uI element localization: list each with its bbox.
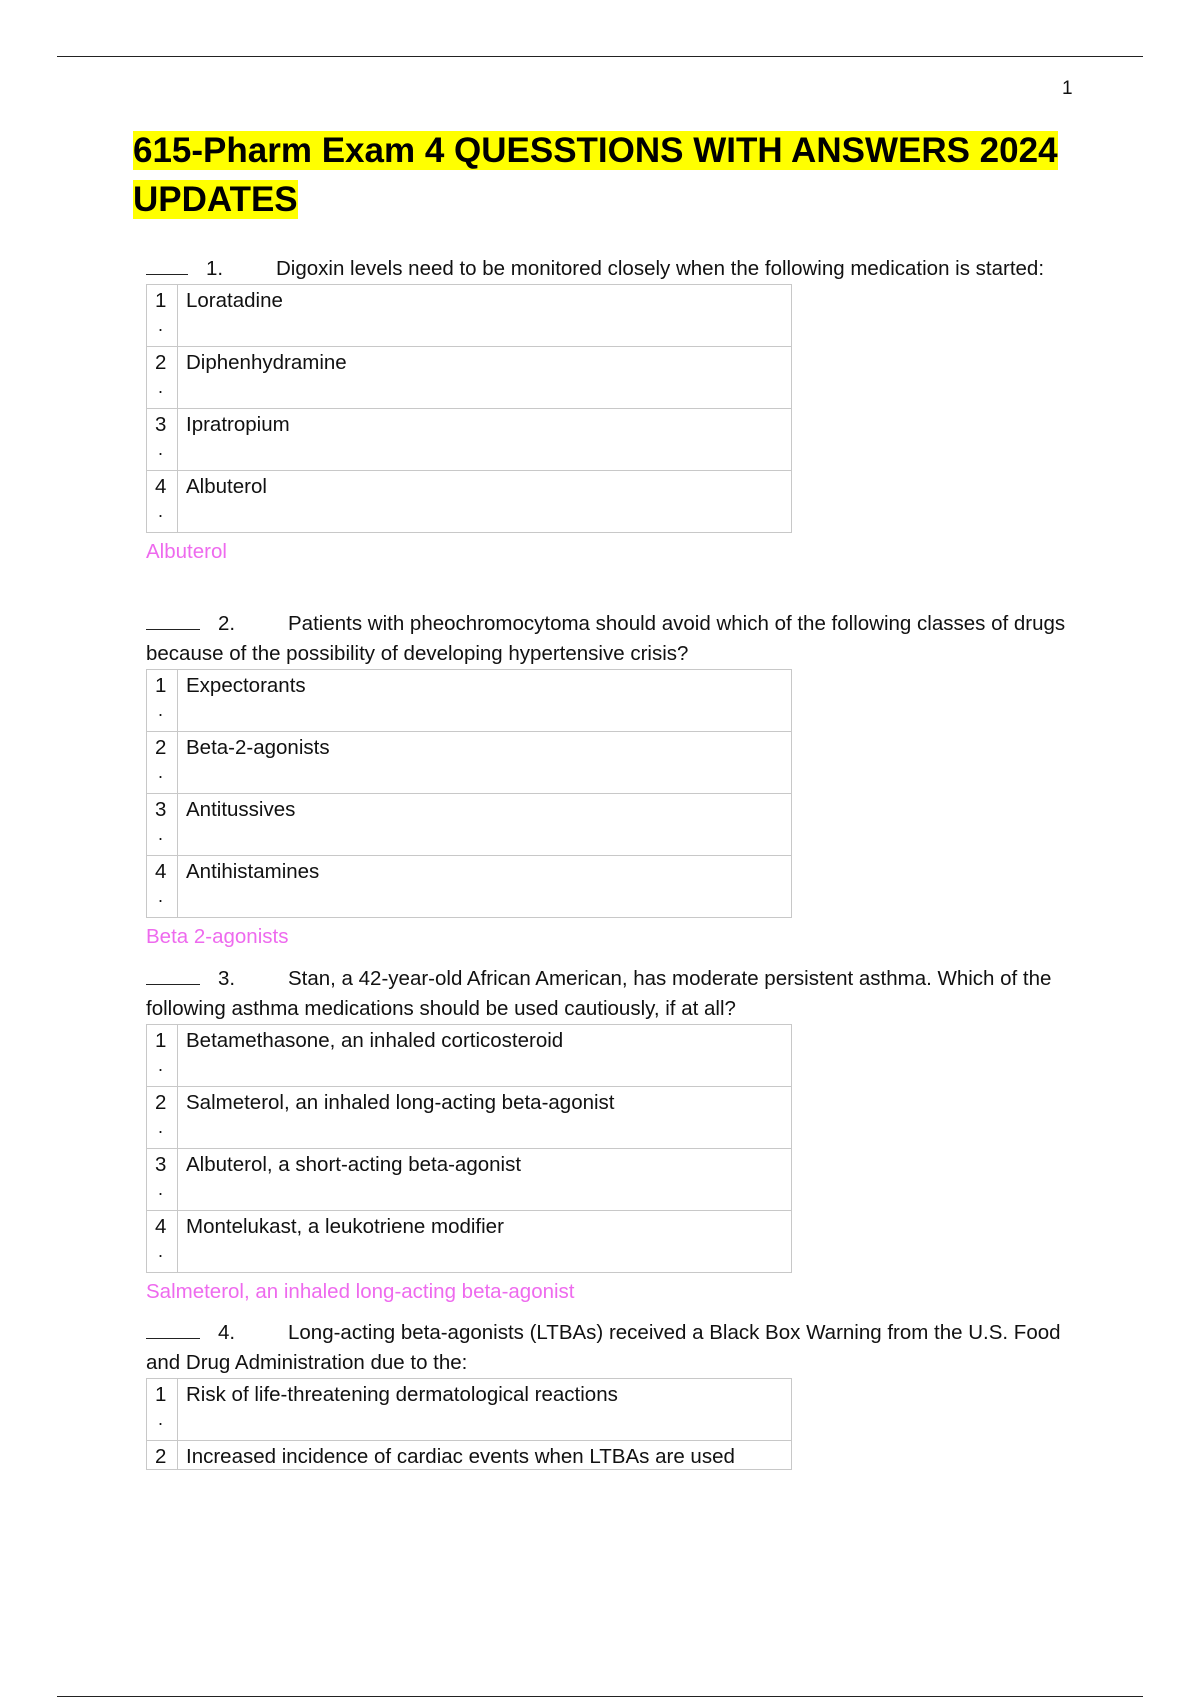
option-row <box>147 285 792 347</box>
option-row <box>147 732 792 794</box>
answer-blank <box>146 962 200 985</box>
option-row <box>147 1025 792 1087</box>
option-number: 2 <box>155 1445 167 1468</box>
question-text <box>146 607 1066 669</box>
option-label: Antitussives <box>178 794 792 856</box>
question-1 <box>146 252 1066 567</box>
option-number: 3 <box>155 413 167 436</box>
option-dot: . <box>158 1409 164 1429</box>
option-dot: . <box>158 1241 164 1261</box>
answer-blank <box>146 607 200 630</box>
option-row <box>147 409 792 471</box>
option-number: 1 <box>155 1029 167 1052</box>
option-row <box>147 1379 792 1441</box>
question-2 <box>146 607 1066 952</box>
question-number: 2. <box>218 612 236 635</box>
option-dot: . <box>158 1179 164 1199</box>
question-number: 3. <box>218 967 236 990</box>
option-label: Albuterol, a short-acting beta-agonist <box>178 1149 792 1211</box>
option-row <box>147 1087 792 1149</box>
option-label: Increased incidence of cardiac events when LTBAs are used <box>178 1441 792 1470</box>
question-stem: Long-acting beta-agonists (LTBAs) received a Black Box Warning from the U.S. Food and Drug Administration due to the: <box>146 1321 1061 1374</box>
page-number: 1 <box>1062 78 1073 99</box>
option-number: 3 <box>155 1153 167 1176</box>
question-4 <box>146 1316 1066 1470</box>
footer-rule <box>57 1696 1143 1697</box>
option-dot: . <box>158 886 164 906</box>
option-number: 1 <box>155 1383 167 1406</box>
option-dot: . <box>158 824 164 844</box>
title-highlight: 615-Pharm Exam 4 QUESSTIONS WITH ANSWERS 2024 UPDATES <box>133 131 1058 219</box>
option-row <box>147 670 792 732</box>
option-number: 2 <box>155 351 167 374</box>
option-label: Loratadine <box>178 285 792 347</box>
option-label: Albuterol <box>178 471 792 533</box>
question-number: 1. <box>206 257 224 280</box>
option-label: Beta-2-agonists <box>178 732 792 794</box>
options-table <box>146 284 792 533</box>
question-text <box>146 252 1066 284</box>
question-3 <box>146 962 1066 1307</box>
option-dot: . <box>158 315 164 335</box>
option-label: Diphenhydramine <box>178 347 792 409</box>
option-label: Betamethasone, an inhaled corticosteroid <box>178 1025 792 1087</box>
options-table <box>146 1024 792 1273</box>
document-title <box>133 126 1093 224</box>
option-dot: . <box>158 1117 164 1137</box>
option-number: 2 <box>155 736 167 759</box>
option-number: 3 <box>155 798 167 821</box>
answer-blank <box>146 1316 200 1339</box>
option-row <box>147 1211 792 1273</box>
option-dot: . <box>158 762 164 782</box>
option-dot: . <box>158 439 164 459</box>
answer-text: Salmeterol, an inhaled long-acting beta-agonist <box>146 1280 575 1303</box>
option-number: 2 <box>155 1091 167 1114</box>
option-number: 1 <box>155 289 167 312</box>
option-row <box>147 471 792 533</box>
question-stem: Patients with pheochromocytoma should avoid which of the following classes of drugs because of the possibility of developing hypertensive crisis? <box>146 612 1066 665</box>
options-table <box>146 669 792 918</box>
options-table <box>146 1378 792 1470</box>
option-row <box>147 1149 792 1211</box>
answer-blank <box>146 252 188 275</box>
option-row <box>147 1441 792 1470</box>
option-row <box>147 856 792 918</box>
option-dot: . <box>158 700 164 720</box>
header-rule <box>57 56 1143 57</box>
option-row <box>147 347 792 409</box>
option-dot: . <box>158 377 164 397</box>
option-number: 1 <box>155 674 167 697</box>
option-dot: . <box>158 1055 164 1075</box>
option-label: Ipratropium <box>178 409 792 471</box>
question-stem: Stan, a 42-year-old African American, has moderate persistent asthma. Which of the following asthma medications should be used cautiously, if at all? <box>146 967 1052 1020</box>
answer-text: Beta 2-agonists <box>146 925 289 948</box>
option-label: Risk of life-threatening dermatological reactions <box>178 1379 792 1441</box>
option-number: 4 <box>155 1215 167 1238</box>
option-label: Montelukast, a leukotriene modifier <box>178 1211 792 1273</box>
question-number: 4. <box>218 1321 236 1344</box>
question-stem: Digoxin levels need to be monitored closely when the following medication is started: <box>276 257 1045 280</box>
question-text <box>146 1316 1066 1378</box>
option-label: Expectorants <box>178 670 792 732</box>
option-dot: . <box>158 501 164 521</box>
option-label: Salmeterol, an inhaled long-acting beta-agonist <box>178 1087 792 1149</box>
option-row <box>147 794 792 856</box>
option-number: 4 <box>155 860 167 883</box>
option-number: 4 <box>155 475 167 498</box>
question-text <box>146 962 1066 1024</box>
option-label: Antihistamines <box>178 856 792 918</box>
answer-text: Albuterol <box>146 540 227 563</box>
